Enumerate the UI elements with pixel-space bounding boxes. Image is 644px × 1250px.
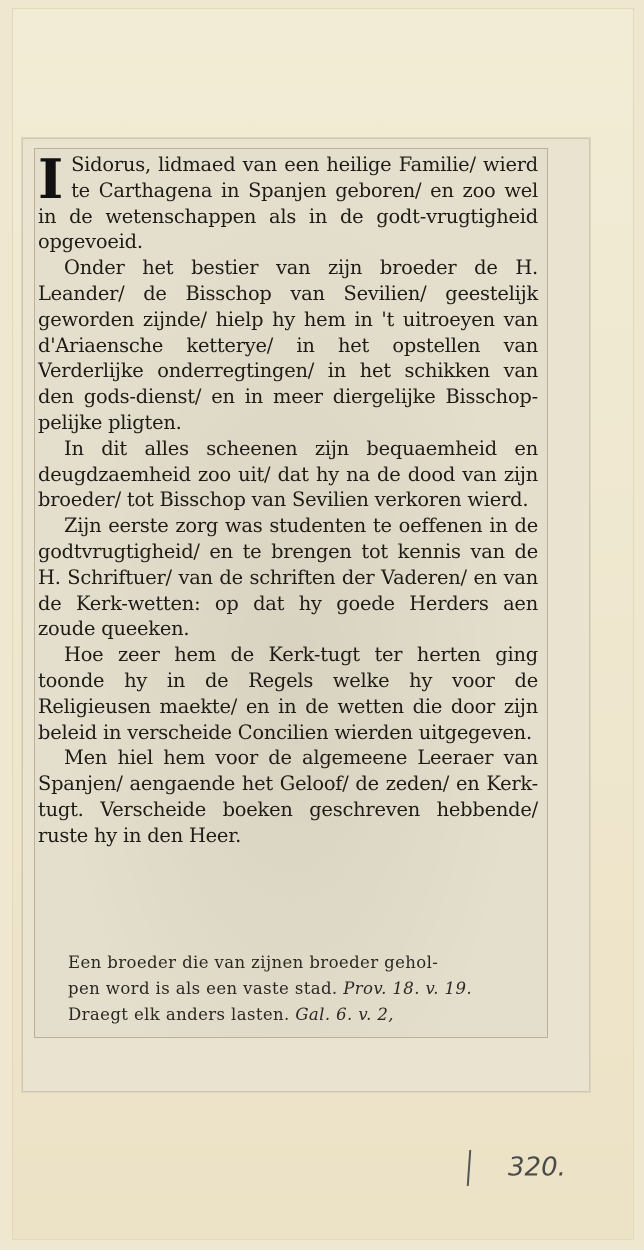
scripture-caption — [68, 950, 538, 1028]
drop-cap: I — [38, 147, 64, 211]
main-text — [38, 147, 538, 849]
paragraph-1 — [38, 147, 538, 255]
caption-line-2 — [68, 976, 538, 1002]
caption-line-3-text: Draegt elk anders lasten. — [68, 1005, 290, 1024]
page-number: 320. — [508, 1152, 566, 1183]
paragraph-1-text: Sidorus, lidmaed van een heilige Familie/ wierd te Carthagena in Spanjen geboren/ en zoo wel in de wetenschappen als in de godt-vrugtigheid opgevoeid. — [38, 153, 538, 254]
caption-line-3-ref: Gal. 6. v. 2, — [295, 1005, 394, 1024]
paragraph-3: In dit alles scheenen zijn bequaemheid en deugdzaemheid zoo uit/ dat hy na de dood van zijn broeder/ tot Bisschop van Sevilien verkoren wierd. — [38, 436, 538, 512]
caption-line-2-ref: Prov. 18. v. 19. — [343, 979, 472, 998]
paragraph-4: Zijn eerste zorg was studenten te oeffenen in de godtvrugtigheid/ en te brengen tot kennis van de H. Schriftuer/ van de schriften der Vaderen/ en van de Kerk-wetten: op dat hy goede Herders aen zoude queeken. — [38, 514, 538, 641]
handwritten-stroke — [467, 1150, 472, 1186]
handwritten-annotation — [468, 1150, 566, 1186]
caption-line-2-text: pen word is als een vaste stad. — [68, 979, 338, 998]
caption-line-1: Een broeder die van zijnen broeder gehol- — [68, 953, 439, 972]
caption-line-3 — [68, 1002, 538, 1028]
paragraph-5: Hoe zeer hem de Kerk-tugt ter herten ging toonde hy in de Regels welke hy voor de Religieusen maekte/ en in de wetten die door zijn beleid in verscheide Concilien wierden uitgegeven. — [38, 643, 538, 744]
paragraph-2: Onder het bestier van zijn broeder de H. Leander/ de Bisschop van Sevilien/ geestelijk geworden zijnde/ hielp hy hem in 't uitroeyen van d'Ariaensche ketterye/ in het opstellen van Verderlijke onderregtingen/ in het schikken van den gods-dienst/ en in meer diergelijke Bisschop-pelijke pligten. — [38, 256, 538, 434]
paragraph-6: Men hiel hem voor de algemeene Leeraer van Spanjen/ aengaende het Geloof/ de zeden/ en Kerk-tugt. Verscheide boeken geschreven hebbende/ ruste hy in den Heer. — [38, 746, 538, 847]
